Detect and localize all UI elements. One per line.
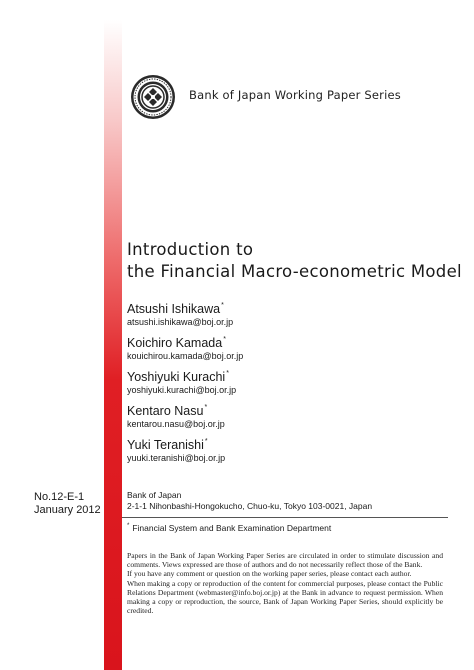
author-footnote-mark: * [223,336,226,343]
paper-number-block [34,491,101,517]
author-name: Kentaro Nasu [127,404,204,418]
paper-title-line2: the Financial Macro-econometric Model [127,262,462,281]
disclaimer-notice [127,551,443,615]
author-email[interactable]: yuuki.teranishi@boj.or.jp [127,453,226,463]
author-entry [127,400,243,434]
author-footnote-mark: * [204,404,208,411]
footnote-text: Financial System and Bank Examination Department [132,523,332,533]
paper-number: No.12-E-1 [34,491,85,503]
author-email[interactable]: kentarou.nasu@boj.or.jp [127,419,225,429]
author-name: Yoshiyuki Kurachi [127,370,226,384]
author-email[interactable]: kouichirou.kamada@boj.or.jp [127,351,244,361]
author-entry [127,332,243,366]
bank-address-block [127,490,372,512]
author-email[interactable]: atsushi.ishikawa@boj.or.jp [127,317,234,327]
footnote-mark: * [127,523,130,529]
author-email[interactable]: yoshiyuki.kurachi@boj.or.jp [127,385,237,395]
paper-title [127,239,462,283]
affiliation-footnote [127,521,331,534]
footnote-divider [122,517,448,518]
author-entry [127,434,243,468]
notice-paragraph: When making a copy or reproduction of the content for commercial purposes, please contact the Public Relations Department (webmaster@info.boj.or.jp) at the Bank in advance to request permission. When making a copy or reproduction, the source, Bank of Japan Working Paper Series, should explicitly be credited. [127,578,443,616]
author-footnote-mark: * [221,302,224,309]
bank-name: Bank of Japan [127,490,182,500]
bank-of-japan-seal-icon [130,74,176,120]
paper-title-line1: Introduction to [127,240,254,259]
author-entry [127,298,243,332]
author-name: Koichiro Kamada [127,336,223,350]
author-footnote-mark: * [204,438,208,445]
author-name: Yuki Teranishi [127,438,204,452]
paper-date: January 2012 [34,504,101,516]
author-entry [127,366,243,400]
notice-paragraph: Papers in the Bank of Japan Working Paper Series are circulated in order to stimulate discussion and comments. Views expressed are those of authors and do not necessarily reflect those of the Bank. [127,551,443,570]
author-footnote-mark: * [226,370,229,377]
series-title: Bank of Japan Working Paper Series [189,88,401,102]
notice-paragraph: If you have any comment or question on the working paper series, please contact each author. [127,569,412,579]
red-gradient-band [104,0,122,670]
author-name: Atsushi Ishikawa [127,302,221,316]
author-list [127,298,243,468]
bank-address: 2-1-1 Nihonbashi-Hongokucho, Chuo-ku, Tokyo 103-0021, Japan [127,501,373,511]
